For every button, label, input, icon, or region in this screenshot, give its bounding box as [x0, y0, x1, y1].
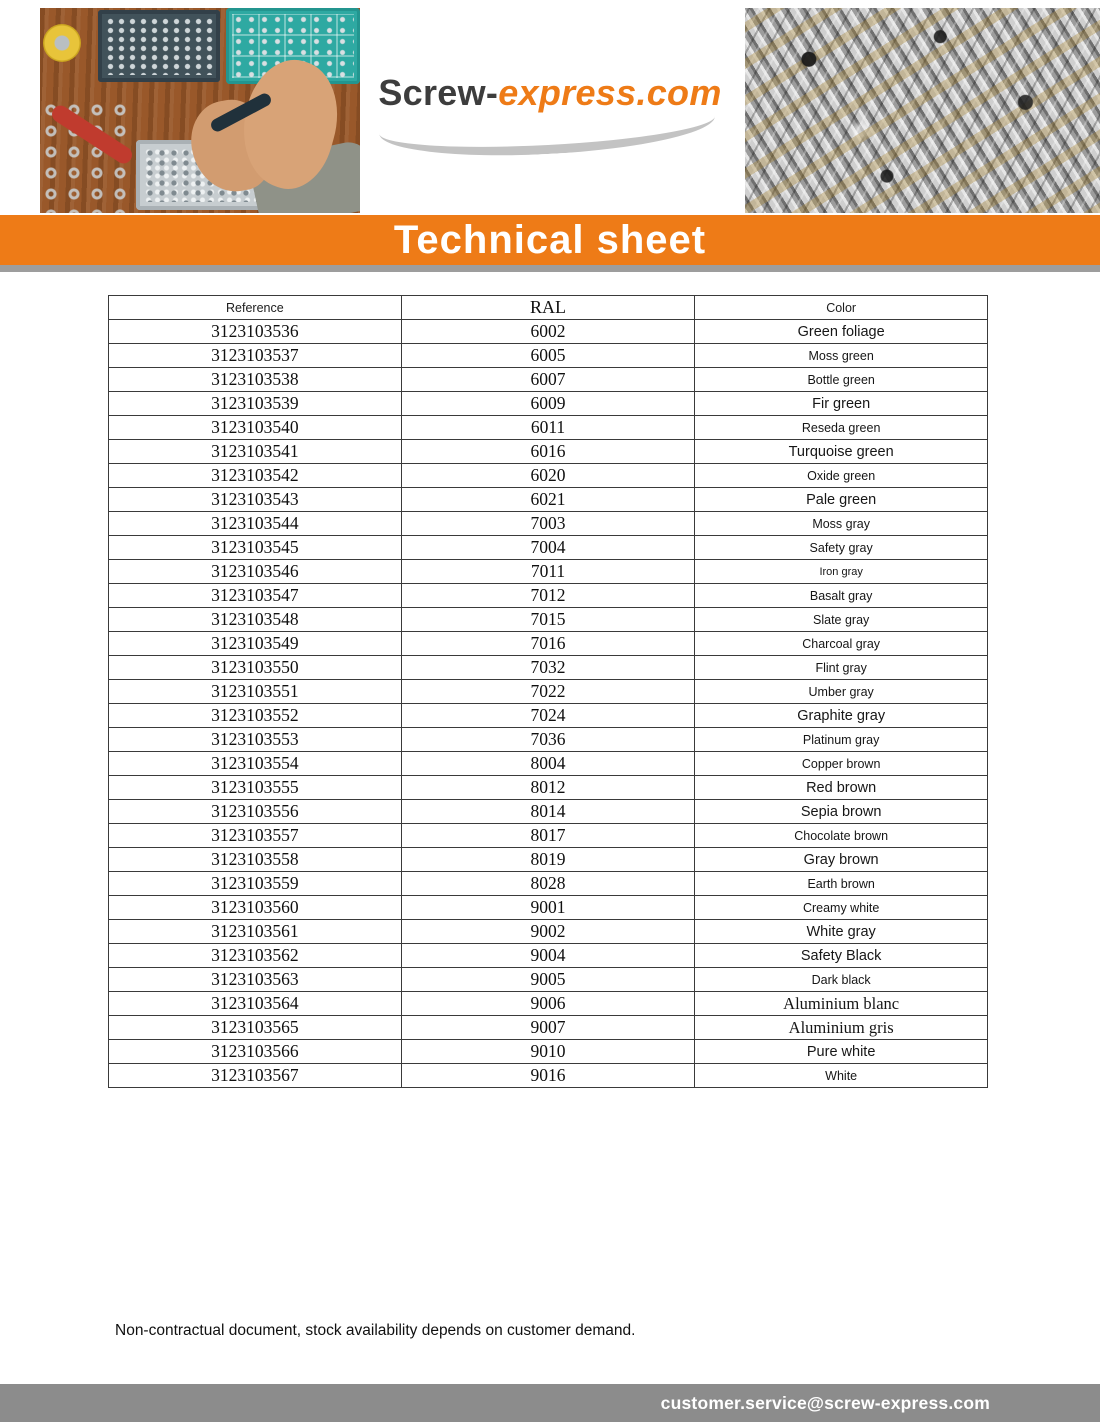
color-cell: Pale green [695, 488, 988, 512]
footer-bar [0, 1384, 1100, 1422]
brand-logo [365, 72, 735, 114]
table-row [109, 776, 988, 800]
ral-cell: 7004 [401, 536, 695, 560]
banner-underline [0, 265, 1100, 272]
table-row [109, 680, 988, 704]
color-cell: White gray [695, 920, 988, 944]
reference-cell: 3123103553 [109, 728, 402, 752]
ral-cell: 6020 [401, 464, 695, 488]
color-cell: Moss green [695, 344, 988, 368]
color-cell: Iron gray [695, 560, 988, 584]
brand-logo-text [365, 72, 735, 114]
table-header-row [109, 296, 988, 320]
color-cell: Fir green [695, 392, 988, 416]
table-row [109, 560, 988, 584]
reference-cell: 3123103545 [109, 536, 402, 560]
table-row [109, 704, 988, 728]
table-row [109, 440, 988, 464]
column-header-reference: Reference [109, 296, 402, 320]
title-banner [0, 215, 1100, 265]
color-cell: Dark black [695, 968, 988, 992]
table-row [109, 872, 988, 896]
table-row [109, 848, 988, 872]
reference-cell: 3123103555 [109, 776, 402, 800]
reference-cell: 3123103546 [109, 560, 402, 584]
ral-cell: 9001 [401, 896, 695, 920]
ral-cell: 7016 [401, 632, 695, 656]
color-cell: Safety Black [695, 944, 988, 968]
reference-cell: 3123103558 [109, 848, 402, 872]
reference-cell: 3123103552 [109, 704, 402, 728]
reference-cell: 3123103537 [109, 344, 402, 368]
color-cell: Turquoise green [695, 440, 988, 464]
ral-cell: 6021 [401, 488, 695, 512]
reference-cell: 3123103542 [109, 464, 402, 488]
table-row [109, 1016, 988, 1040]
reference-cell: 3123103561 [109, 920, 402, 944]
table-row [109, 824, 988, 848]
ral-cell: 6009 [401, 392, 695, 416]
table-row [109, 1064, 988, 1088]
table-row [109, 488, 988, 512]
reference-cell: 3123103536 [109, 320, 402, 344]
color-cell: Safety gray [695, 536, 988, 560]
ral-cell: 7015 [401, 608, 695, 632]
ral-cell: 7036 [401, 728, 695, 752]
reference-cell: 3123103560 [109, 896, 402, 920]
reference-cell: 3123103540 [109, 416, 402, 440]
table-row [109, 800, 988, 824]
table-row [109, 512, 988, 536]
workbench-photo [40, 8, 360, 213]
color-cell: Umber gray [695, 680, 988, 704]
disclaimer-note: Non-contractual document, stock availability depends on customer demand. [115, 1322, 636, 1339]
table-row [109, 752, 988, 776]
screws-photo [745, 8, 1100, 213]
ral-cell: 8028 [401, 872, 695, 896]
ral-cell: 6016 [401, 440, 695, 464]
reference-cell: 3123103541 [109, 440, 402, 464]
table-row [109, 416, 988, 440]
ral-cell: 8014 [401, 800, 695, 824]
color-cell: Copper brown [695, 752, 988, 776]
table-row [109, 368, 988, 392]
reference-cell: 3123103549 [109, 632, 402, 656]
color-cell: Aluminium gris [695, 1016, 988, 1040]
brand-logo-prefix: Screw- [378, 72, 499, 113]
color-cell: White [695, 1064, 988, 1088]
table-row [109, 584, 988, 608]
color-cell: Oxide green [695, 464, 988, 488]
table-row [109, 968, 988, 992]
ral-cell: 9004 [401, 944, 695, 968]
ral-cell: 9002 [401, 920, 695, 944]
ral-cell: 7003 [401, 512, 695, 536]
color-cell: Basalt gray [695, 584, 988, 608]
color-table [108, 295, 988, 1088]
table-row [109, 608, 988, 632]
reference-cell: 3123103551 [109, 680, 402, 704]
contact-email: customer.service@screw-express.com [660, 1393, 990, 1413]
reference-cell: 3123103567 [109, 1064, 402, 1088]
table-row [109, 392, 988, 416]
ral-cell: 9007 [401, 1016, 695, 1040]
table-row [109, 656, 988, 680]
table-row [109, 896, 988, 920]
reference-cell: 3123103544 [109, 512, 402, 536]
reference-cell: 3123103538 [109, 368, 402, 392]
color-cell: Earth brown [695, 872, 988, 896]
color-cell: Sepia brown [695, 800, 988, 824]
reference-cell: 3123103564 [109, 992, 402, 1016]
color-cell: Slate gray [695, 608, 988, 632]
table-row [109, 464, 988, 488]
reference-cell: 3123103559 [109, 872, 402, 896]
ral-cell: 9005 [401, 968, 695, 992]
color-cell: Aluminium blanc [695, 992, 988, 1016]
page-title: Technical sheet [393, 218, 707, 262]
ral-cell: 9010 [401, 1040, 695, 1064]
color-cell: Gray brown [695, 848, 988, 872]
column-header-ral: RAL [401, 296, 695, 320]
table-row [109, 992, 988, 1016]
color-cell: Creamy white [695, 896, 988, 920]
table-row [109, 728, 988, 752]
color-table-body [109, 320, 988, 1088]
color-cell: Chocolate brown [695, 824, 988, 848]
color-cell: Charcoal gray [695, 632, 988, 656]
ral-cell: 8017 [401, 824, 695, 848]
column-header-color: Color [695, 296, 988, 320]
reference-cell: 3123103547 [109, 584, 402, 608]
ral-cell: 9016 [401, 1064, 695, 1088]
reference-cell: 3123103548 [109, 608, 402, 632]
reference-cell: 3123103565 [109, 1016, 402, 1040]
ral-cell: 9006 [401, 992, 695, 1016]
color-cell: Moss gray [695, 512, 988, 536]
reference-cell: 3123103539 [109, 392, 402, 416]
reference-cell: 3123103556 [109, 800, 402, 824]
ral-cell: 7012 [401, 584, 695, 608]
ral-cell: 7011 [401, 560, 695, 584]
color-cell: Pure white [695, 1040, 988, 1064]
table-row [109, 536, 988, 560]
brand-logo-suffix: express.com [498, 72, 722, 113]
reference-cell: 3123103554 [109, 752, 402, 776]
color-cell: Bottle green [695, 368, 988, 392]
color-cell: Green foliage [695, 320, 988, 344]
color-cell: Red brown [695, 776, 988, 800]
ral-cell: 8012 [401, 776, 695, 800]
reference-cell: 3123103566 [109, 1040, 402, 1064]
ral-cell: 6002 [401, 320, 695, 344]
table-row [109, 920, 988, 944]
reference-cell: 3123103563 [109, 968, 402, 992]
color-cell: Platinum gray [695, 728, 988, 752]
color-cell: Reseda green [695, 416, 988, 440]
ral-cell: 8004 [401, 752, 695, 776]
ral-cell: 7024 [401, 704, 695, 728]
table-row [109, 320, 988, 344]
table-row [109, 344, 988, 368]
screw-box [98, 10, 220, 82]
ral-cell: 7022 [401, 680, 695, 704]
tape-measure [43, 24, 81, 62]
table-row [109, 944, 988, 968]
ral-cell: 6007 [401, 368, 695, 392]
color-cell: Graphite gray [695, 704, 988, 728]
color-cell: Flint gray [695, 656, 988, 680]
reference-cell: 3123103543 [109, 488, 402, 512]
ral-cell: 7032 [401, 656, 695, 680]
ral-cell: 8019 [401, 848, 695, 872]
reference-cell: 3123103562 [109, 944, 402, 968]
reference-cell: 3123103557 [109, 824, 402, 848]
table-row [109, 1040, 988, 1064]
reference-cell: 3123103550 [109, 656, 402, 680]
ral-cell: 6011 [401, 416, 695, 440]
table-row [109, 632, 988, 656]
ral-cell: 6005 [401, 344, 695, 368]
